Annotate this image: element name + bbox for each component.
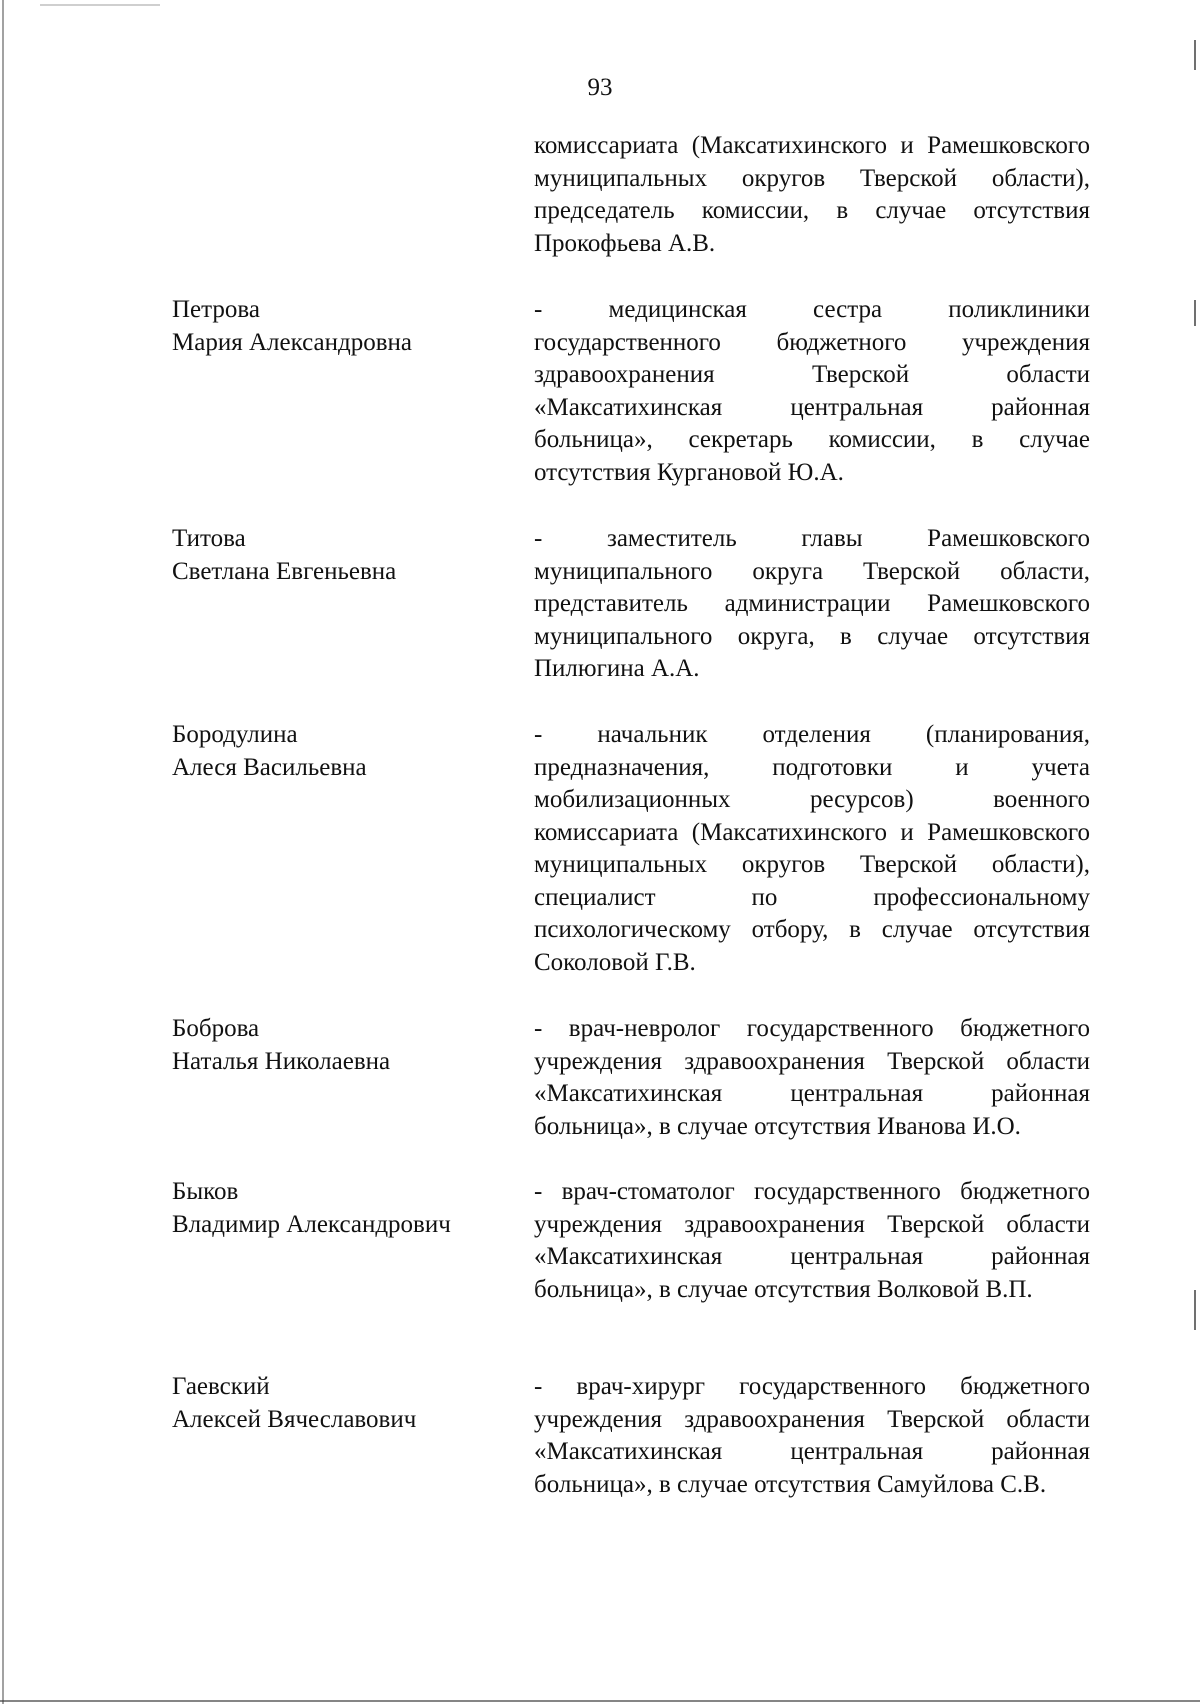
scan-edge-left bbox=[2, 0, 4, 1704]
member-description: - медицинская сестра поликлиники государственного бюджетного учреждения здравоохранения Тверской области «Максатихинская центральная районная больница», секретарь комиссии, в случае отсутствия Кургановой Ю.А. bbox=[534, 296, 1090, 486]
member-given-name: Мария Александровна bbox=[172, 328, 412, 356]
member-name bbox=[172, 1176, 512, 1241]
continuation-text: комиссариата (Максатихинского и Рамешковского муниципальных округов Тверской области), председатель комиссии, в случае отсутствия Прокофьева А.В. bbox=[534, 132, 1090, 257]
member-given-name: Алексей Вячеславович bbox=[172, 1405, 417, 1433]
member-name bbox=[172, 719, 512, 784]
member-surname: Боброва bbox=[172, 1015, 260, 1042]
scan-dash-right bbox=[1194, 1290, 1196, 1330]
member-surname: Титова bbox=[172, 525, 246, 552]
member-surname: Быков bbox=[172, 1178, 239, 1205]
member-name bbox=[172, 1013, 512, 1078]
member-given-name: Наталья Николаевна bbox=[172, 1047, 391, 1075]
member-given-name: Светлана Евгеньевна bbox=[172, 557, 397, 585]
member-description: - заместитель главы Рамешковского муниципального округа Тверской области, представитель администрации Рамешковского муниципального округа, в случае отсутствия Пилюгина А.А. bbox=[534, 525, 1090, 682]
member-surname: Бородулина bbox=[172, 721, 298, 748]
member-description: - врач-стоматолог государственного бюджетного учреждения здравоохранения Тверской области «Максатихинская центральная районная больница», в случае отсутствия Волковой В.П. bbox=[534, 1178, 1090, 1303]
member-surname: Петрова bbox=[172, 296, 260, 323]
member-description: - врач-невролог государственного бюджетного учреждения здравоохранения Тверской области «Максатихинская центральная районная больница», в случае отсутствия Иванова И.О. bbox=[534, 1015, 1090, 1140]
member-description: - начальник отделения (планирования, предназначения, подготовки и учета мобилизационных ресурсов) военного комиссариата (Максатихинского и Рамешковского муниципальных округов Тверской области), специалист по профессиональному психологическому отбору, в случае отсутствия Соколовой Г.В. bbox=[534, 721, 1090, 976]
scan-mark-top bbox=[40, 4, 160, 6]
member-given-name: Алеся Васильевна bbox=[172, 753, 367, 781]
page-number: 93 bbox=[587, 74, 613, 101]
member-name bbox=[172, 1371, 512, 1436]
scan-dash-right bbox=[1194, 40, 1196, 70]
scan-edge-bottom bbox=[0, 1700, 1200, 1702]
member-surname: Гаевский bbox=[172, 1373, 270, 1400]
scan-dash-right bbox=[1194, 300, 1196, 326]
member-given-name: Владимир Александрович bbox=[172, 1210, 451, 1238]
member-name bbox=[172, 523, 512, 588]
member-description: - врач-хирург государственного бюджетного учреждения здравоохранения Тверской области «Максатихинская центральная районная больница», в случае отсутствия Самуйлова С.В. bbox=[534, 1373, 1090, 1498]
member-name bbox=[172, 294, 512, 359]
